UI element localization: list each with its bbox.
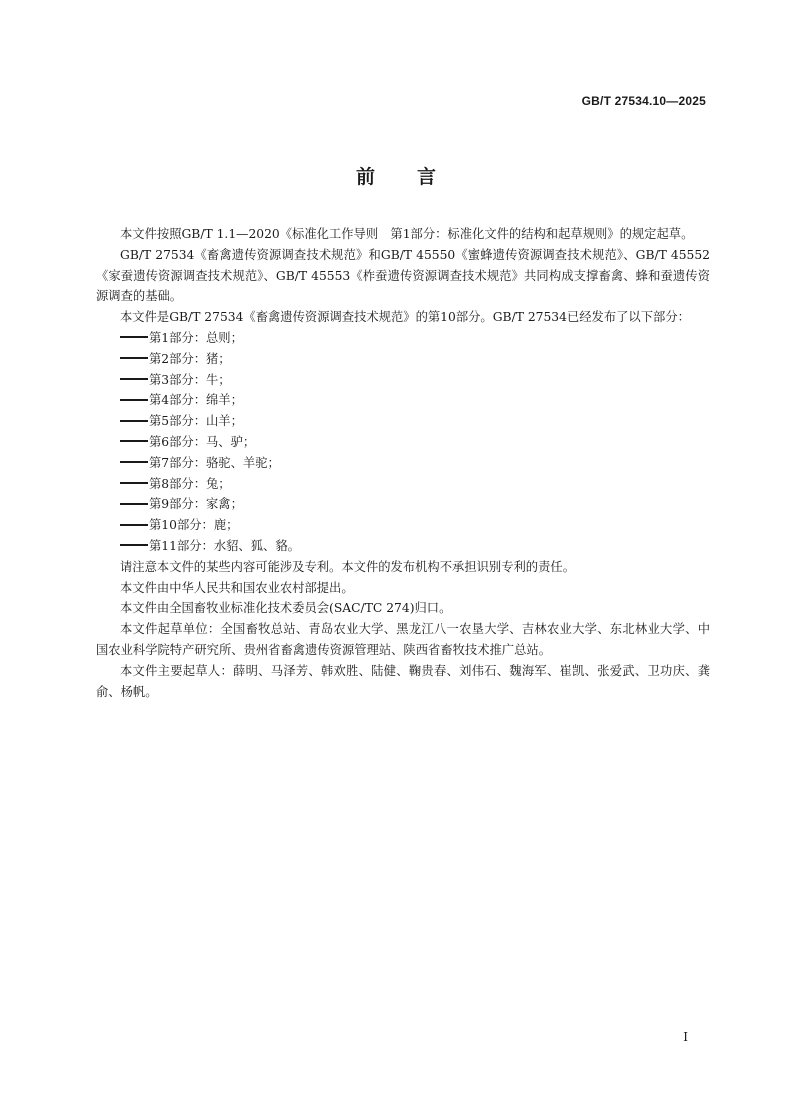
dash-marker <box>120 336 148 338</box>
paragraph-patent-notice: 请注意本文件的某些内容可能涉及专利。本文件的发布机构不承担识别专利的责任。 <box>120 559 575 574</box>
dash-marker <box>120 440 148 442</box>
dash-marker <box>120 524 148 526</box>
dash-marker <box>120 378 148 380</box>
paragraph-main-drafters: 本文件主要起草人：薛明、马泽芳、韩欢胜、陆健、鞠贵春、刘伟石、魏海军、崔凯、张爱武、卫功庆、龚俞、杨帆。 <box>96 663 710 699</box>
list-item: 第10部分：鹿； <box>96 515 710 536</box>
paragraph-drafting-organizations: 本文件起草单位：全国畜牧总站、青岛农业大学、黑龙江八一农垦大学、吉林农业大学、东北林业大学、中国农业科学院特产研究所、贵州省畜禽遗传资源管理站、陕西省畜牧技术推广总站。 <box>96 622 710 657</box>
page-number: I <box>683 1030 688 1044</box>
dash-marker <box>120 461 148 463</box>
paragraph-centralized-by: 本文件由全国畜牧业标准化技术委员会(SAC/TC 274)归口。 <box>120 601 452 616</box>
list-item: 第7部分：骆驼、羊驼； <box>96 453 710 474</box>
page-title: 前言 <box>355 166 478 188</box>
dash-marker <box>120 420 148 422</box>
standard-code: GB/T 27534.10—2025 <box>581 94 706 108</box>
list-item: 第9部分：家禽； <box>96 494 710 515</box>
dash-marker <box>120 357 148 359</box>
list-item: 第8部分：兔； <box>96 474 710 495</box>
dash-marker <box>120 503 148 505</box>
published-parts-list <box>96 328 710 557</box>
list-item: 第3部分：牛； <box>96 370 710 391</box>
list-item: 第1部分：总则； <box>96 328 710 349</box>
paragraph-proposer: 本文件由中华人民共和国农业农村部提出。 <box>120 580 354 595</box>
dash-marker <box>120 482 148 484</box>
list-item: 第5部分：山羊； <box>96 411 710 432</box>
dash-marker <box>120 399 148 401</box>
list-item: 第11部分：水貂、狐、貉。 <box>96 536 710 557</box>
paragraph-related-standards: GB/T 27534《畜禽遗传资源调查技术规范》和GB/T 45550《蜜蜂遗传资源调查技术规范》、GB/T 45552《家蚕遗传资源调查技术规范》、GB/T 45553《柞蚕遗传资源调查技术规范》共同构成支撑畜禽、蜂和蚕遗传资源调查的基础。 <box>96 247 710 304</box>
dash-marker <box>120 544 148 546</box>
list-item: 第4部分：绵羊； <box>96 390 710 411</box>
list-item: 第6部分：马、驴； <box>96 432 710 453</box>
document-body <box>96 224 710 702</box>
paragraph-drafting-rules: 本文件按照GB/T 1.1—2020《标准化工作导则 第1部分：标准化文件的结构和起草规则》的规定起草。 <box>120 227 694 241</box>
list-item: 第2部分：猪； <box>96 349 710 370</box>
paragraph-part-statement: 本文件是GB/T 27534《畜禽遗传资源调查技术规范》的第10部分。GB/T 27534已经发布了以下部分： <box>120 310 690 325</box>
